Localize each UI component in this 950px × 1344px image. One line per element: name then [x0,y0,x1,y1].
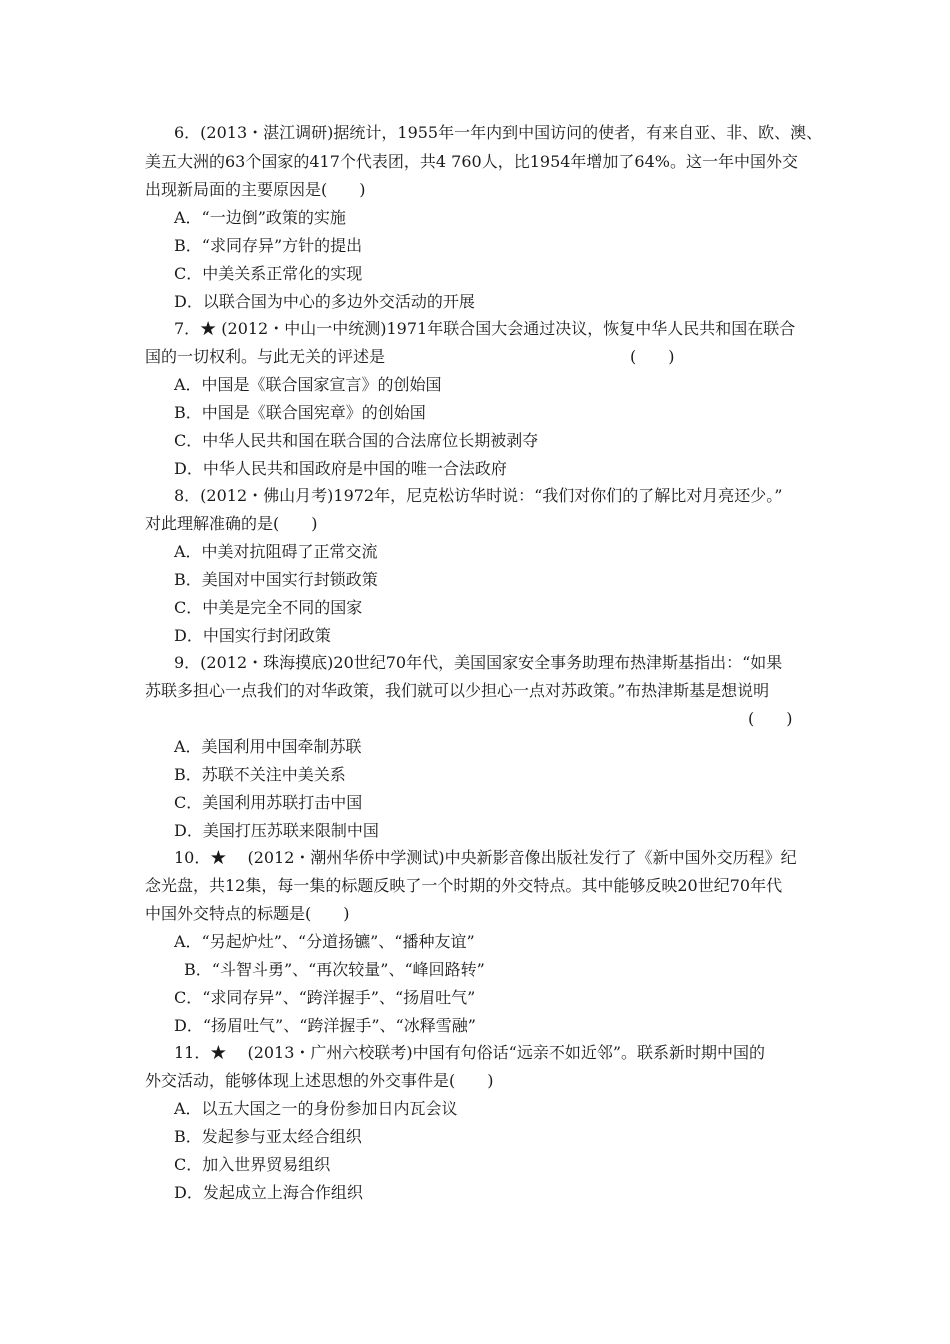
question-9-line-1: 9．(2012・珠海摸底)20世纪70年代，美国国家安全事务助理布热津斯基指出：“如果 [174,653,783,672]
question-6-option-b: B．“求同存异”方针的提出 [174,236,363,255]
question-10-option-b: B．“斗智斗勇”、“再次较量”、“峰回路转” [184,960,485,979]
question-11-option-c: C．加入世界贸易组织 [174,1155,331,1174]
question-6-option-d: D．以联合国为中心的多边外交活动的开展 [174,292,475,311]
question-7-option-b: B．中国是《联合国宪章》的创始国 [174,403,426,422]
question-7-line-2: 国的一切权利。与此无关的评述是 [145,347,386,366]
question-10-option-a: A．“另起炉灶”、“分道扬镳”、“播种友谊” [174,932,475,951]
question-11-line-2: 外交活动，能够体现上述思想的外交事件是( ) [145,1071,494,1090]
question-10-line-2: 念光盘，共12集，每一集的标题反映了一个时期的外交特点。其中能够反映20世纪70年代 [145,876,783,895]
question-8-option-c: C．中美是完全不同的国家 [174,598,363,617]
question-11-option-b: B．发起参与亚太经合组织 [174,1127,362,1146]
question-8-line-2: 对此理解准确的是( ) [145,514,318,533]
question-6-line-1: 6．(2013・湛江调研)据统计，1955年一年内到中国访问的使者，有来自亚、非、欧、澳、 [174,123,823,142]
question-10-option-c: C．“求同存异”、“跨洋握手”、“扬眉吐气” [174,988,476,1007]
question-9-option-b: B．苏联不关注中美关系 [174,765,346,784]
question-7-option-c: C．中华人民共和国在联合国的合法席位长期被剥夺 [174,431,539,450]
question-6-option-c: C．中美关系正常化的实现 [174,264,363,283]
question-10-line-3: 中国外交特点的标题是( ) [145,904,350,923]
question-6-line-3: 出现新局面的主要原因是( ) [145,180,366,199]
question-8-line-1: 8．(2012・佛山月考)1972年，尼克松访华时说：“我们对你们的了解比对月亮还少。” [174,486,783,505]
question-7-line-1: 7．★ (2012・中山一中统测)1971年联合国大会通过决议，恢复中华人民共和国在联合 [174,319,796,338]
question-9-option-c: C．美国利用苏联打击中国 [174,793,363,812]
question-9-option-a: A．美国利用中国牵制苏联 [174,737,362,756]
question-11-option-a: A．以五大国之一的身份参加日内瓦会议 [174,1099,458,1118]
question-9-answer-paren: ( ) [748,709,793,728]
question-8-option-d: D．中国实行封闭政策 [174,626,331,645]
question-10-option-d: D．“扬眉吐气”、“跨洋握手”、“冰释雪融” [174,1016,476,1035]
question-8-option-a: A．中美对抗阻碍了正常交流 [174,542,378,561]
question-10-line-1: 10．★ (2012・潮州华侨中学测试)中央新影音像出版社发行了《新中国外交历程》纪 [174,848,797,867]
question-7-option-d: D．中华人民共和国政府是中国的唯一合法政府 [174,459,507,478]
question-9-option-d: D．美国打压苏联来限制中国 [174,821,379,840]
question-9-line-2: 苏联多担心一点我们的对华政策，我们就可以少担心一点对苏政策。”布热津斯基是想说明 [145,681,770,700]
question-11-line-1: 11．★ (2013・广州六校联考)中国有句俗话“远亲不如近邻”。联系新时期中国的 [174,1043,766,1062]
question-7-answer-paren: ( ) [630,347,675,366]
question-6-line-2: 美五大洲的63个国家的417个代表团，共4 760人，比1954年增加了64%。这一年中国外交 [145,152,798,171]
question-6-option-a: A．“一边倒”政策的实施 [174,208,346,227]
question-7-option-a: A．中国是《联合国家宣言》的创始国 [174,375,442,394]
question-11-option-d: D．发起成立上海合作组织 [174,1183,363,1202]
question-8-option-b: B．美国对中国实行封锁政策 [174,570,378,589]
